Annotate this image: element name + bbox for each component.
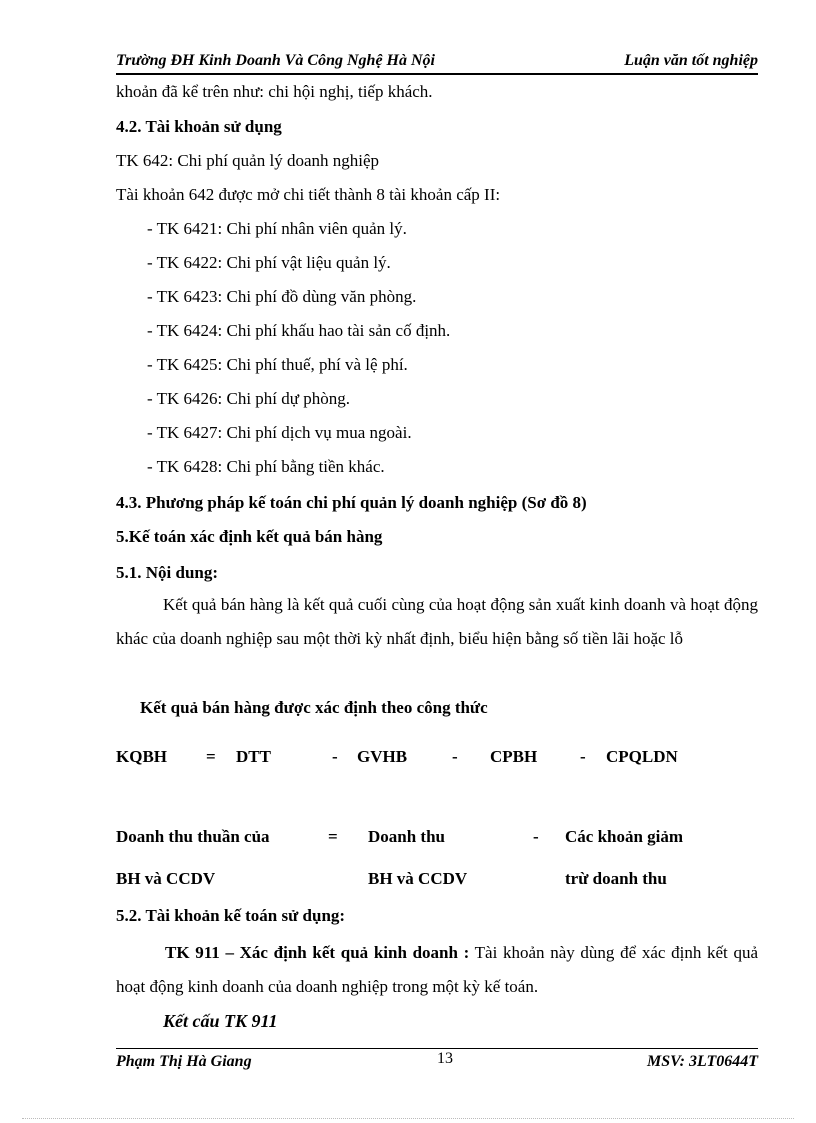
formula2-term-b-line2: BH và CCDV	[368, 869, 468, 888]
formula2-equals: =	[328, 827, 338, 846]
list-item: - TK 6426: Chi phí dự phòng.	[147, 389, 350, 408]
formula-minus: -	[452, 747, 458, 766]
page-bottom-border	[22, 1118, 794, 1119]
header-doc-type: Luận văn tốt nghiệp	[624, 52, 758, 69]
formula2-term-a-line2: BH và CCDV	[116, 869, 216, 888]
formula-kqbh: KQBH	[116, 747, 168, 766]
header-school: Trường ĐH Kinh Doanh Và Công Nghệ Hà Nội	[116, 52, 435, 69]
tk911-paragraph	[116, 936, 758, 1004]
list-item: - TK 6421: Chi phí nhân viên quản lý.	[147, 219, 407, 238]
list-item: - TK 6428: Chi phí bằng tiền khác.	[147, 457, 385, 476]
continued-line: khoản đã kể trên như: chi hội nghị, tiếp khách.	[116, 82, 433, 101]
heading-4-2: 4.2. Tài khoản sử dụng	[116, 117, 282, 136]
tk911-description: Tài khoản này dùng để xác định kết quả hoạt động kinh doanh của doanh nghiệp trong một kỳ kế toán.	[116, 943, 758, 996]
structure-title: Kết cấu TK 911	[163, 1011, 278, 1031]
footer-author: Phạm Thị Hà Giang	[116, 1053, 252, 1070]
list-item: - TK 6425: Chi phí thuế, phí và lệ phí.	[147, 355, 408, 374]
formula-dtt: DTT	[236, 747, 271, 766]
heading-5-1: 5.1. Nội dung:	[116, 563, 219, 582]
heading-4-3: 4.3. Phương pháp kế toán chi phí quản lý doanh nghiệp (Sơ đồ 8)	[116, 493, 587, 512]
list-item: - TK 6422: Chi phí vật liệu quản lý.	[147, 253, 391, 272]
footer-student-id: MSV: 3LT0644T	[647, 1053, 758, 1070]
formula-equals: =	[206, 747, 216, 766]
formula-gvhb: GVHB	[357, 747, 408, 766]
header-rule	[116, 73, 758, 75]
list-item: - TK 6424: Chi phí khấu hao tài sản cố định.	[147, 321, 451, 340]
heading-5: 5.Kế toán xác định kết quả bán hàng	[116, 527, 383, 546]
tk642-detail-line: Tài khoản 642 được mở chi tiết thành 8 tài khoản cấp II:	[116, 185, 501, 204]
page-number: 13	[437, 1050, 453, 1067]
formula-cpbh: CPBH	[490, 747, 538, 766]
formula2-term-c-line1: Các khoản giảm	[565, 827, 684, 846]
formula-intro: Kết quả bán hàng được xác định theo công thức	[140, 698, 488, 717]
formula-minus: -	[580, 747, 586, 766]
tk911-title: TK 911 – Xác định kết quả kinh doanh :	[165, 943, 470, 962]
formula2-term-a-line1: Doanh thu thuần của	[116, 827, 270, 846]
paragraph-5-1: Kết quả bán hàng là kết quả cuối cùng của hoạt động sản xuất kinh doanh và hoạt động khác của doanh nghiệp sau một thời kỳ nhất định, biểu hiện bằng số tiền lãi hoặc lỗ	[116, 595, 758, 648]
formula2-term-b-line1: Doanh thu	[368, 827, 446, 846]
formula-minus: -	[332, 747, 338, 766]
footer-rule	[116, 1048, 758, 1049]
heading-5-2: 5.2. Tài khoản kế toán sử dụng:	[116, 906, 346, 925]
formula-cpqldn: CPQLDN	[606, 747, 678, 766]
formula2-term-c-line2: trừ doanh thu	[565, 869, 667, 888]
formula2-minus: -	[533, 827, 539, 846]
list-item: - TK 6423: Chi phí đồ dùng văn phòng.	[147, 287, 417, 306]
list-item: - TK 6427: Chi phí dịch vụ mua ngoài.	[147, 423, 412, 442]
tk642-line: TK 642: Chi phí quản lý doanh nghiệp	[116, 151, 380, 170]
